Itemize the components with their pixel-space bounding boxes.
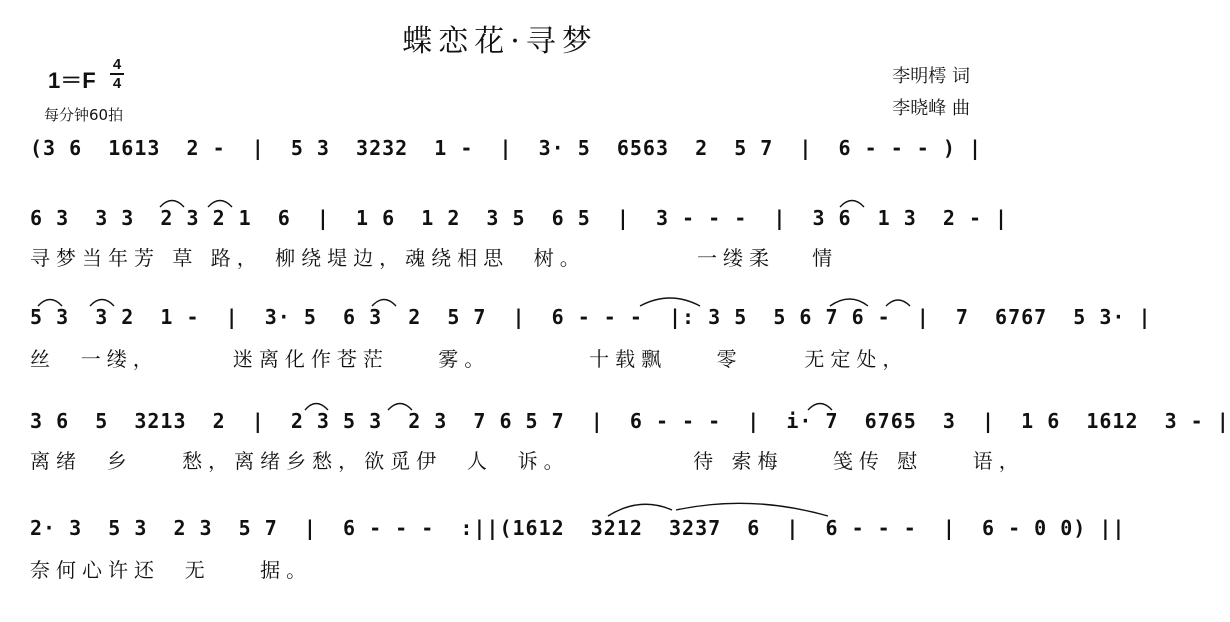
song-title: 蝶恋花·寻梦 xyxy=(402,24,598,59)
staff-row-3 xyxy=(0,305,1152,371)
time-signature xyxy=(110,56,124,92)
slur-mark xyxy=(676,503,828,516)
tempo-marking: 每分钟60拍 xyxy=(44,106,124,124)
lyric-line: 寻梦当年芳 草 路， 柳绕堤边，魂绕相思 树。 一缕柔 情 xyxy=(30,246,839,270)
time-signature-top: 4 xyxy=(112,56,122,73)
slur-mark xyxy=(608,504,672,516)
notation-line: 6 3 3 3 2 3 2 1 6 | 1 6 1 2 3 5 6 5 | 3 - - - | 3 6 1 3 2 - | xyxy=(30,206,1009,230)
staff-row-5 xyxy=(0,516,1126,582)
staff-row-2 xyxy=(0,206,1009,270)
staff-row-1 xyxy=(0,136,1000,196)
lyricist-credit: 李明樗 词 xyxy=(892,66,970,87)
key-signature: 1＝F xyxy=(48,68,96,93)
notation-line: 5 3 3 2 1 - | 3· 5 6 3 2 5 7 | 6 - - - |: 3 5 5 6 7 6 - | 7 6767 5 3· | xyxy=(30,305,1152,329)
notation-line: (3 6 1613 2 - | 5 3 3232 1 - | 3· 5 6563 2 5 7 | 6 - - - ) | xyxy=(30,136,982,160)
staff-row-4 xyxy=(0,409,1230,473)
lyric-line: 奈何心许还 无 据。 xyxy=(30,558,313,582)
time-signature-bottom: 4 xyxy=(112,75,122,92)
notation-line: 3 6 5 3213 2 | 2 3 5 3 2 3 7 6 5 7 | 6 - - - | i· 7 6765 3 | 1 6 1612 3 - | xyxy=(30,409,1230,433)
notation-line: 2· 3 5 3 2 3 5 7 | 6 - - - :||(1612 3212 3237 6 | 6 - - - | 6 - 0 0) || xyxy=(30,516,1126,540)
lyric-line: 丝 一缕， 迷离化作苍茫 雾。 十载飘 零 无定处， xyxy=(30,347,909,371)
lyric-line: 离绪 乡 愁，离绪乡愁，欲觅伊 人 诉。 待 索梅 笺传 慰 语， xyxy=(30,449,1025,473)
composer-credit: 李晓峰 曲 xyxy=(892,98,970,119)
